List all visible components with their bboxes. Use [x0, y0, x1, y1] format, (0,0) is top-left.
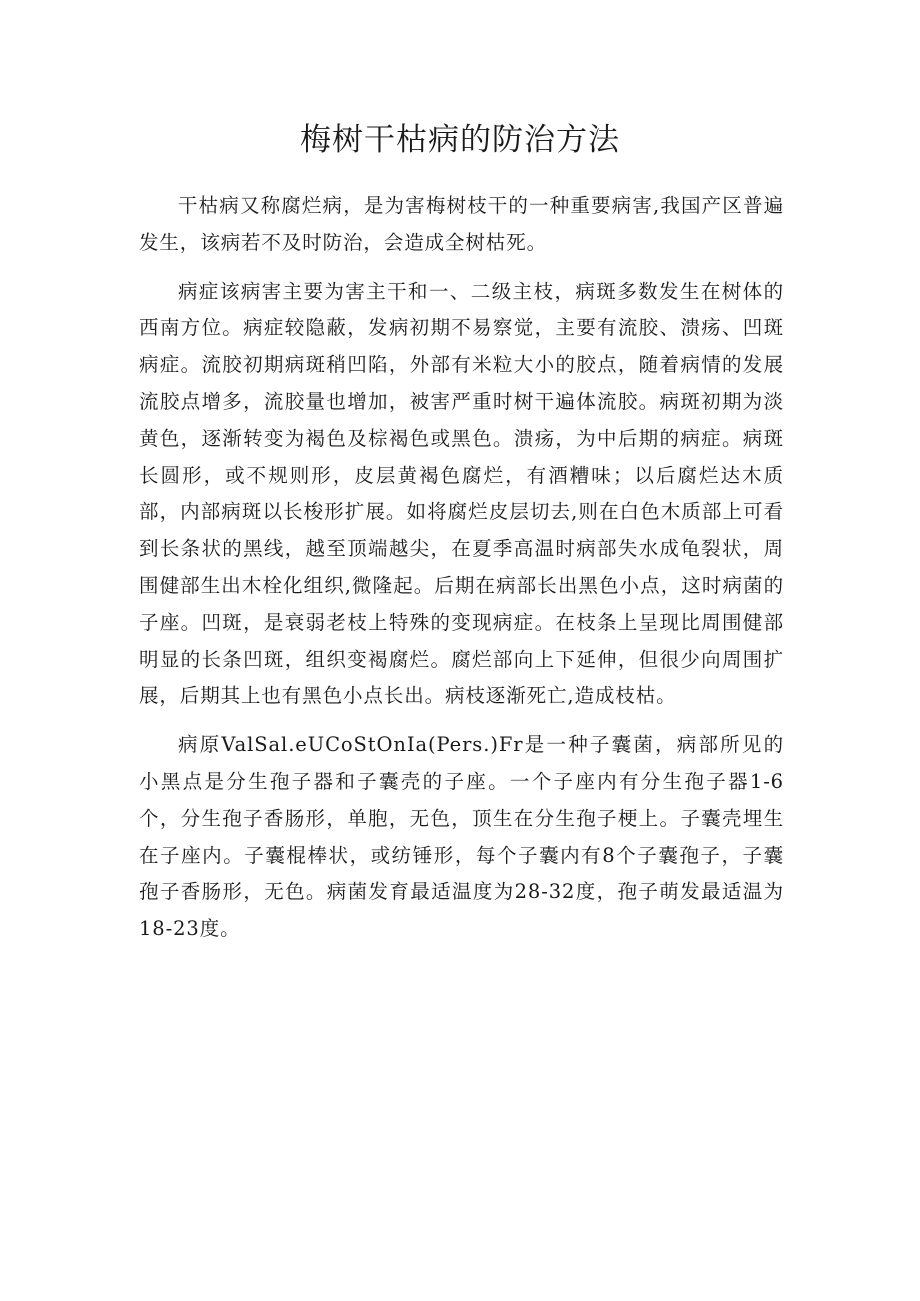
paragraph-intro: 干枯病又称腐烂病，是为害梅树枝干的一种重要病害,我国产区普遍发生，该病若不及时防治，会造成全树枯死。	[139, 194, 784, 254]
document-body	[139, 188, 784, 960]
document-title: 梅树干枯病的防治方法	[300, 122, 620, 158]
paragraph-pathogen: 病原ValSal.eUCoStOnIa(Pers.)Fr是一种子囊菌，病部所见的小黑点是分生孢子器和子囊壳的子座。一个子座内有分生孢子器1-6个，分生孢子香肠形，单胞，无色，顶生在分生孢子梗上。子囊壳埋生在子座内。子囊棍棒状，或纺锤形，每个子囊内有8个子囊孢子，子囊孢子香肠形，无色。病菌发育最适温度为28-32度，孢子萌发最适温为18-23度。	[139, 733, 784, 941]
paragraph-symptoms: 病症该病害主要为害主干和一、二级主枝，病斑多数发生在树体的西南方位。病症较隐蔽，发病初期不易察觉，主要有流胶、溃疡、凹斑病症。流胶初期病斑稍凹陷，外部有米粒大小的胶点，随着病情的发展流胶点增多，流胶量也增加，被害严重时树干遍体流胶。病斑初期为淡黄色，逐渐转变为褐色及棕褐色或黑色。溃疡，为中后期的病症。病斑长圆形，或不规则形，皮层黄褐色腐烂，有酒糟味；以后腐烂达木质部，内部病斑以长梭形扩展。如将腐烂皮层切去,则在白色木质部上可看到长条状的黑线，越至顶端越尖，在夏季高温时病部失水成龟裂状，周围健部生出木栓化组织,微隆起。后期在病部长出黑色小点，这时病菌的子座。凹斑，是衰弱老枝上特殊的变现病症。在枝条上呈现比周围健部明显的长条凹斑，组织变褐腐烂。腐烂部向上下延伸，但很少向周围扩展，后期其上也有黑色小点长出。病枝逐渐死亡,造成枝枯。	[139, 279, 784, 708]
